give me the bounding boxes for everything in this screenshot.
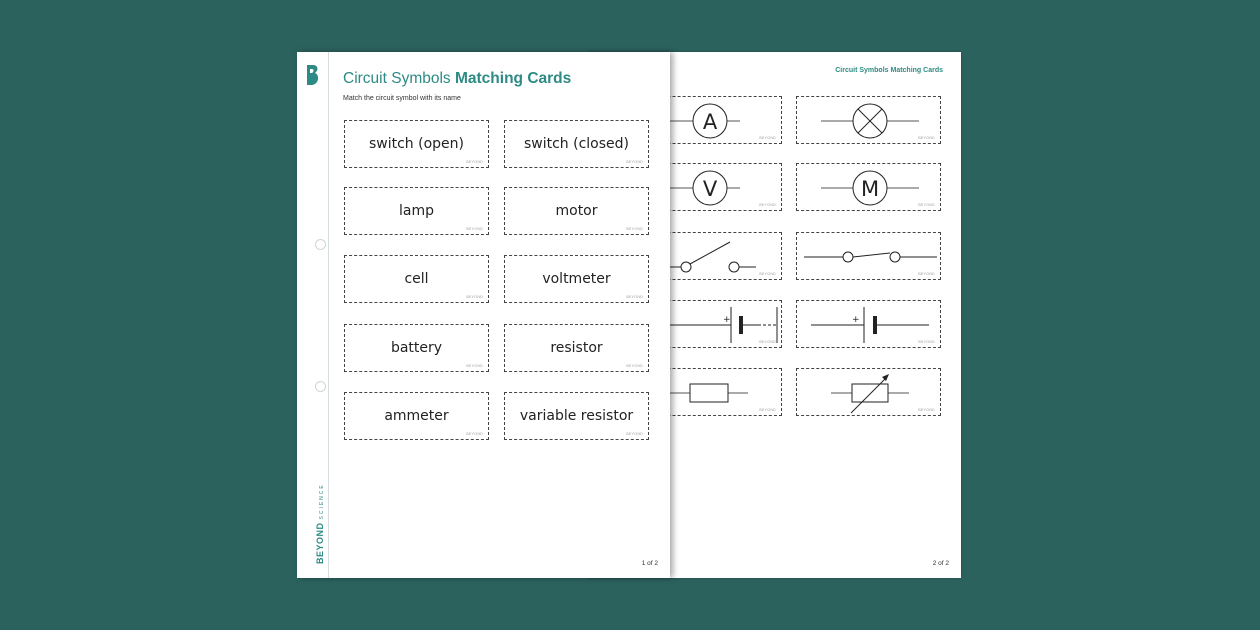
name-card-ammeter [344,392,489,440]
page-title [343,70,571,88]
title-light: Circuit Symbols [343,70,451,87]
symbol-card-closed-switch [796,232,941,280]
symbol-card-lamp [796,96,941,144]
card-label: switch (closed) [523,136,629,152]
card-watermark: BEYOND [626,364,643,368]
card-watermark: BEYOND [466,432,483,436]
name-card-motor [504,187,649,235]
name-card-resistor [504,324,649,372]
brand-main: BEYOND [315,522,325,564]
card-watermark: BEYOND [466,295,483,299]
card-label: voltmeter [542,271,611,287]
name-card-cell [344,255,489,303]
card-label: ammeter [384,408,449,424]
page-2-header: Circuit Symbols Matching Cards [835,67,943,74]
name-card-variable-resistor [504,392,649,440]
card-watermark: BEYOND [918,408,935,412]
title-bold: Matching Cards [454,70,572,87]
worksheet-page-1 [297,52,670,578]
symbol-card-variable-resistor [796,368,941,416]
card-label: lamp [399,203,434,219]
symbol-card-motor [796,163,941,211]
name-card-voltmeter [504,255,649,303]
ammeter-letter: A [702,110,718,134]
card-watermark: BEYOND [626,295,643,299]
card-watermark: BEYOND [626,432,643,436]
card-watermark: BEYOND [466,227,483,231]
beyond-logo-icon [304,64,322,86]
battery-plus-sign: + [723,315,731,325]
card-label: variable resistor [519,408,634,424]
card-watermark: BEYOND [466,364,483,368]
page-2-number: 2 of 2 [932,560,949,567]
card-watermark: BEYOND [918,340,935,344]
name-card-switch-open [344,120,489,168]
page-1-number: 1 of 2 [641,560,658,567]
name-card-switch-closed [504,120,649,168]
symbol-card-cell [796,300,941,348]
card-watermark: BEYOND [466,160,483,164]
card-watermark: BEYOND [759,340,776,344]
card-watermark: BEYOND [759,408,776,412]
card-watermark: BEYOND [918,203,935,207]
card-label: motor [555,203,598,219]
card-watermark: BEYOND [759,203,776,207]
page-subtitle: Match the circuit symbol with its name [343,95,461,102]
card-watermark: BEYOND [626,160,643,164]
card-watermark: BEYOND [759,272,776,276]
punch-hole [315,239,326,250]
card-watermark: BEYOND [626,227,643,231]
card-watermark: BEYOND [918,136,935,140]
card-label: battery [390,340,443,356]
brand-wordmark [310,483,328,564]
card-label: cell [404,271,429,287]
card-label: switch (open) [368,136,464,152]
card-label: resistor [550,340,603,356]
brand-sub: SCIENCE [319,483,325,520]
card-watermark: BEYOND [918,272,935,276]
cell-plus-sign: + [852,315,860,325]
card-watermark: BEYOND [759,136,776,140]
punch-hole [315,381,326,392]
page-margin-strip [297,52,329,578]
voltmeter-letter: V [702,177,718,201]
name-card-lamp [344,187,489,235]
name-card-battery [344,324,489,372]
motor-letter: M [860,177,880,201]
